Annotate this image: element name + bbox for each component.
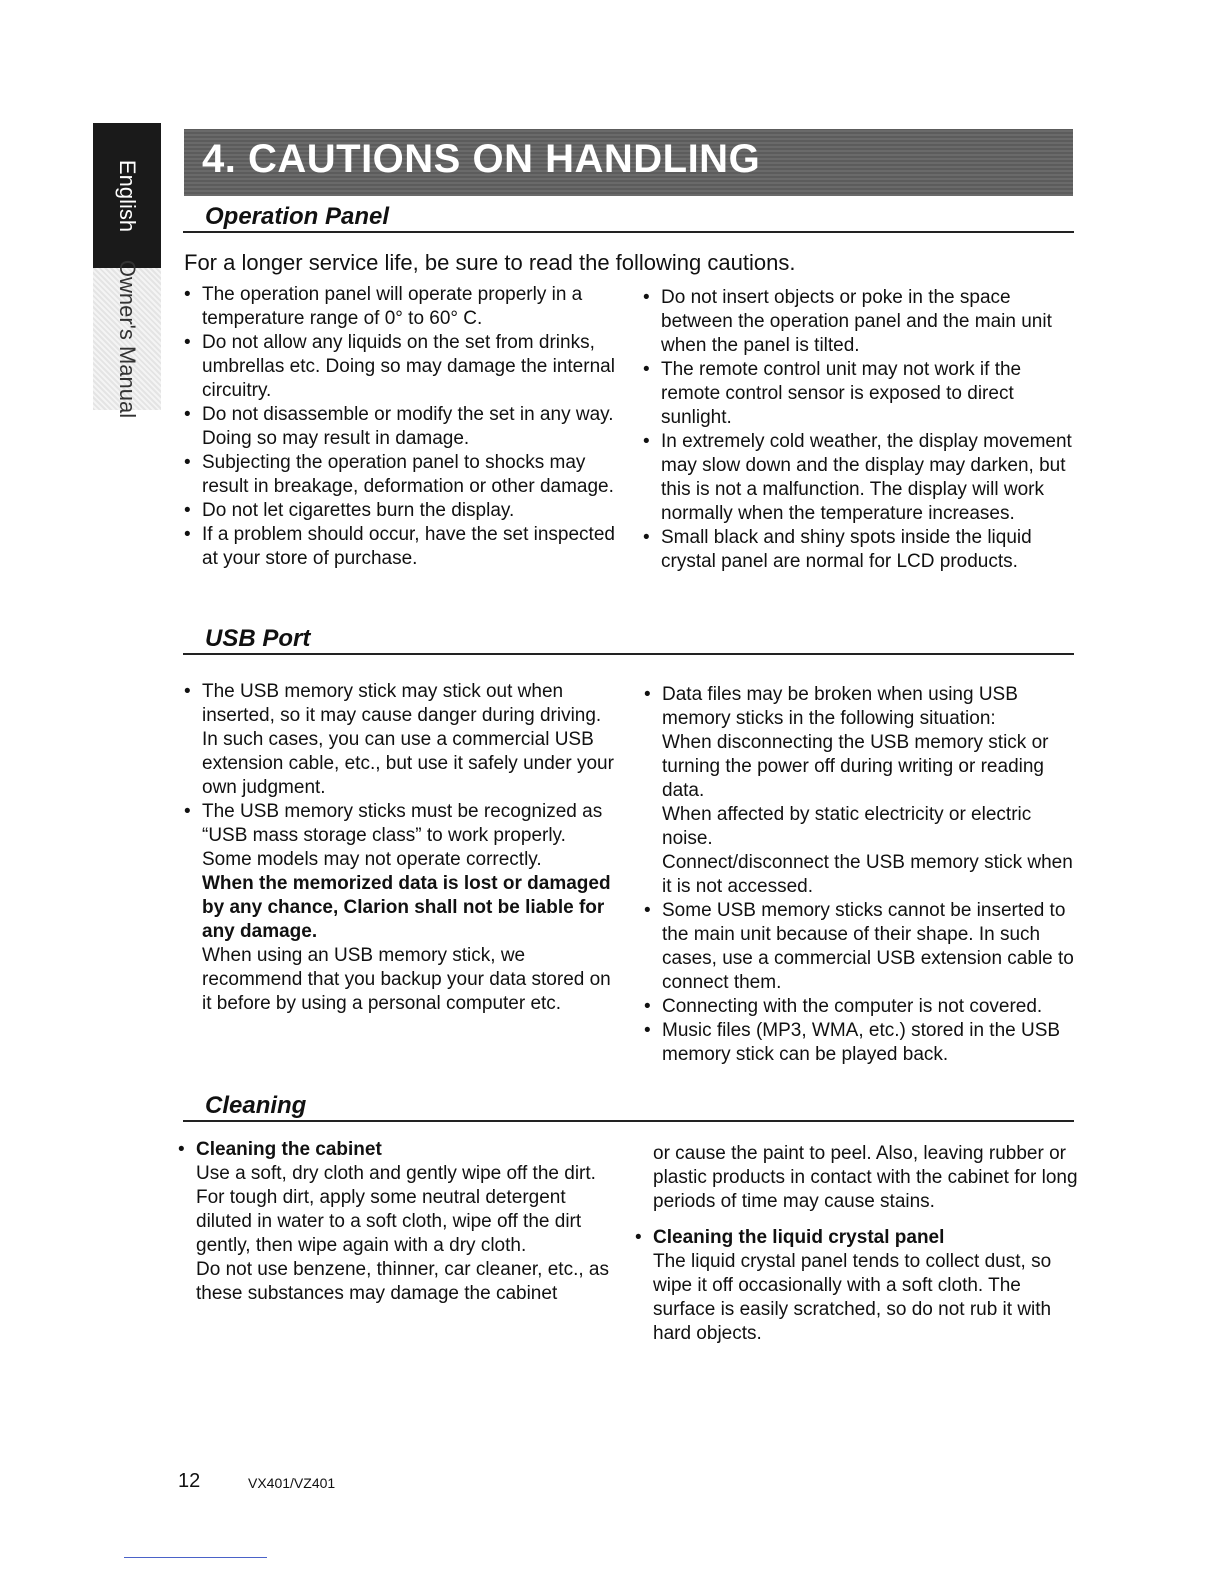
data-broken-text: • Data files may be broken when using USB memory sticks in the following situation: (662, 684, 1018, 729)
operation-panel-heading: Operation Panel (205, 203, 390, 230)
list-item: • Subjecting the operation panel to shocks may result in breakage, deformation or other damage. (184, 451, 616, 499)
data-broken-case-2: When affected by static electricity or electric noise. (662, 804, 1032, 849)
list-item (184, 800, 620, 1016)
section-heading-cleaning (183, 1092, 1074, 1122)
list-item (644, 683, 1076, 899)
cleaning-cabinet-warning: Do not use benzene, thinner, car cleaner, etc., as these substances may damage the cabinet (196, 1259, 609, 1304)
list-item: • The remote control unit may not work if the remote control sensor is exposed to direct sunlight. (643, 358, 1073, 430)
list-item (178, 1138, 618, 1306)
list-item: • If a problem should occur, have the set inspected at your store of purchase. (184, 523, 616, 571)
list-item: • The USB memory stick may stick out when inserted, so it may cause danger during driving. In such cases, you can use a commercial USB extension cable, etc., but use it safely under your own judgment. (184, 680, 620, 800)
backup-recommendation: When using an USB memory stick, we recommend that you backup your data stored on it before by using a personal computer etc. (202, 945, 611, 1014)
cleaning-cabinet-text: Use a soft, dry cloth and gently wipe off the dirt. For tough dirt, apply some neutral detergent diluted in water to a soft cloth, wipe off the dirt gently, then wipe again with a dry cloth. (196, 1163, 596, 1256)
list-item: • Do not insert objects or poke in the space between the operation panel and the main unit when the panel is tilted. (643, 286, 1073, 358)
list-item: • Do not disassemble or modify the set in any way. Doing so may result in damage. (184, 403, 616, 451)
side-tab-manual-label: Owner's Manual (115, 259, 140, 419)
cleaning-left-column (178, 1138, 618, 1306)
operation-panel-left-column (184, 283, 616, 571)
list-item: • Do not let cigarettes burn the display. (184, 499, 616, 523)
list-item: • Small black and shiny spots inside the liquid crystal panel are normal for LCD products. (643, 526, 1073, 574)
section-heading-operation-panel (183, 203, 1074, 233)
list-item: • Connecting with the computer is not covered. (644, 995, 1076, 1019)
intro-text: For a longer service life, be sure to read the following cautions. (184, 250, 796, 275)
list-item: • Music files (MP3, WMA, etc.) stored in the USB memory stick can be played back. (644, 1019, 1076, 1067)
cleaning-heading: Cleaning (205, 1092, 307, 1119)
section-heading-usb-port (183, 625, 1074, 655)
model-number: VX401/VZ401 (248, 1475, 336, 1491)
cleaning-right-column (635, 1142, 1081, 1346)
cleaning-lcd-title: • Cleaning the liquid crystal panel (653, 1227, 945, 1248)
list-item: • Some USB memory sticks cannot be inserted to the main unit because of their shape. In such cases, use a commercial USB extension cable to connect them. (644, 899, 1076, 995)
list-item: • In extremely cold weather, the display movement may slow down and the display may darken, but this is not a malfunction. The display will work normally when the temperature increases. (643, 430, 1073, 526)
data-broken-case-3: Connect/disconnect the USB memory stick when it is not accessed. (662, 852, 1073, 897)
list-item (635, 1226, 1081, 1346)
cleaning-lcd-text: The liquid crystal panel tends to collect dust, so wipe it off occasionally with a soft cloth. The surface is easily scratched, so do not rub it with hard objects. (653, 1251, 1052, 1344)
usb-port-left-column (184, 680, 620, 1016)
side-tab-english (93, 123, 161, 268)
list-item: • The operation panel will operate properly in a temperature range of 0° to 60° C. (184, 283, 616, 331)
bottom-rule (124, 1557, 267, 1558)
page-number: 12 (178, 1470, 201, 1492)
title-bar (184, 129, 1073, 196)
data-broken-case-1: When disconnecting the USB memory stick or turning the power off during writing or reading data. (662, 732, 1049, 801)
side-tab-owners-manual (93, 259, 161, 419)
side-tab-english-label: English (115, 159, 140, 232)
operation-panel-right-column (643, 286, 1073, 574)
usb-port-right-column (644, 683, 1076, 1067)
list-item: • Do not allow any liquids on the set from drinks, umbrellas etc. Doing so may damage the internal circuitry. (184, 331, 616, 403)
page-title: 4. CAUTIONS ON HANDLING (202, 137, 761, 181)
cleaning-cabinet-title: • Cleaning the cabinet (196, 1139, 382, 1160)
usb-recognition-text: • The USB memory sticks must be recognized as “USB mass storage class” to work properly. Some models may not operate correctly. (202, 801, 603, 870)
cleaning-cabinet-continued: or cause the paint to peel. Also, leaving rubber or plastic products in contact with the cabinet for long periods of time may cause stains. (653, 1143, 1078, 1212)
usb-port-heading: USB Port (205, 625, 311, 652)
liability-warning: When the memorized data is lost or damaged by any chance, Clarion shall not be liable for any damage. (202, 873, 611, 942)
